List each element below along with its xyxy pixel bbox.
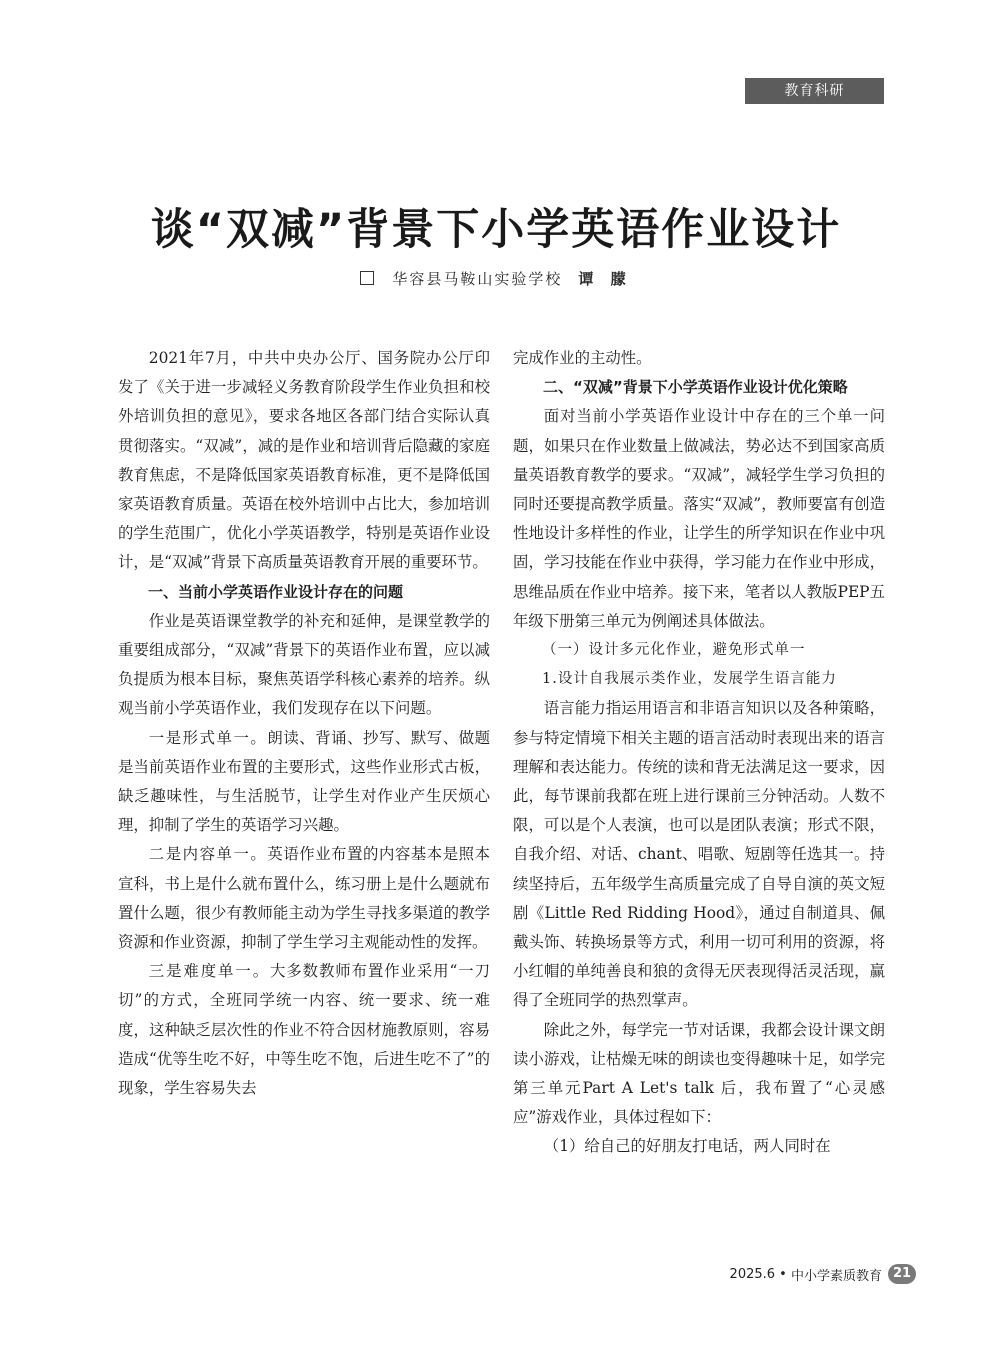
right-column [513,344,885,1162]
paragraph-lead: 二是内容单一。 [148,845,268,864]
paragraph [118,840,490,957]
section-heading: 二、“双减”背景下小学英语作业设计优化策略 [543,378,848,397]
journal-name: 中小学素质教育 [790,1268,882,1284]
affiliation: 华容县马鞍山实验学校 [392,270,563,288]
paragraph: 面对当前小学英语作业设计中存在的三个单一问题，如果只在作业数量上做减法，势必达不到国家高质量英语教育教学的要求。“双减”，减轻学生学习负担的同时还要提高教学质量。落实“双减”，教师要富有创造性地设计多样性的作业，让学生的所学知识在作业中巩固，学习技能在作业中获得，学习能力在作业中形成，思维品质在作业中培养。接下来，笔者以人教版PEP五年级下册第三单元为例阐述具体做法。 [513,407,885,630]
page-footer [730,1262,916,1286]
square-icon [360,271,374,285]
paragraph: 语言能力指运用语言和非语言知识以及各种策略，参与特定情境下相关主题的语言活动时表现出来的语言理解和表达能力。传统的读和背无法满足这一要求，因此，每节课前我都在班上进行课前三分钟活动。人数不限，可以是个人表演，也可以是团队表演；形式不限，自我介绍、对话、chant、唱歌、短剧等任选其一。持续坚持后，五年级学生高质量完成了自导自演的英文短剧《Little Red Ridding Hood》，通过自制道具、佩戴头饰、转换场景等方式，利用一切可利用的资源，将小红帽的单纯善良和狼的贪得无厌表现得活灵活现，赢得了全班同学的热烈掌声。 [513,699,885,1010]
paragraph-lead: 三是难度单一。 [148,962,271,981]
paragraph: 2021年7月，中共中央办公厅、国务院办公厅印发了《关于进一步减轻义务教育阶段学生作业负担和校外培训负担的意见》，要求各地区各部门结合实际认真贯彻落实。“双减”，减的是作业和培训背后隐藏的家庭教育焦虑，不是降低国家英语教育标准，更不是降低国家英语教育质量。英语在校外培训中占比大，参加培训的学生范围广，优化小学英语教学，特别是英语作业设计，是“双减”背景下高质量英语教育开展的重要环节。 [118,349,490,572]
byline [0,268,992,289]
subsection-heading: 1.设计自我展示类作业，发展学生语言能力 [542,671,837,688]
paragraph: 完成作业的主动性。 [513,349,652,367]
paragraph-body: 英语作业布置的内容基本是照本宣科，书上是什么就布置什么，练习册上是什么题就布置什么题，很少有教师能主动为学生寻找多渠道的教学资源和作业资源，抑制了学生学习主观能动性的发挥。 [118,845,490,952]
separator-dot: • [775,1266,791,1282]
paragraph-lead: 一是形式单一。 [148,728,268,747]
page-number: 21 [888,1264,916,1284]
paragraph [118,724,490,841]
paragraph-body: 大多数教师布置作业采用“一刀切”的方式，全班同学统一内容、统一要求、统一难度，这种缺乏层次性的作业不符合因材施教原则，容易造成“优等生吃不好，中等生吃不饱，后进生吃不了”的现象，学生容易失去 [118,962,490,1098]
article-title: 谈“双减”背景下小学英语作业设计 [150,205,842,255]
paragraph [118,957,490,1103]
author-name: 谭 朦 [578,270,632,288]
issue-date: 2025.6 [729,1266,776,1282]
subsection-heading: （一）设计多元化作业，避免形式单一 [542,642,806,659]
left-column [118,344,490,1103]
paragraph: 作业是英语课堂教学的补充和延伸，是课堂教学的重要组成部分，“双减”背景下的英语作业布置，应以减负提质为根本目标，聚焦英语学科核心素养的培养。纵观当前小学英语作业，我们发现存在以下问题。 [118,611,490,718]
paragraph: 除此之外，每学完一节对话课，我都会设计课文朗读小游戏，让枯燥无味的朗读也变得趣味十足，如学完第三单元Part A Let's talk 后，我布置了“心灵感应”游戏作业，具体过程如下： [513,1020,885,1127]
section-tag: 教育科研 [745,78,884,104]
section-heading: 一、当前小学英语作业设计存在的问题 [148,582,404,601]
paragraph: （1）给自己的好朋友打电话，两人同时在 [543,1137,831,1156]
paragraph-body: 朗读、背诵、抄写、默写、做题是当前英语作业布置的主要形式，这些作业形式古板，缺乏趣味性，与生活脱节，让学生对作业产生厌烦心理，抑制了学生的英语学习兴趣。 [118,728,490,835]
